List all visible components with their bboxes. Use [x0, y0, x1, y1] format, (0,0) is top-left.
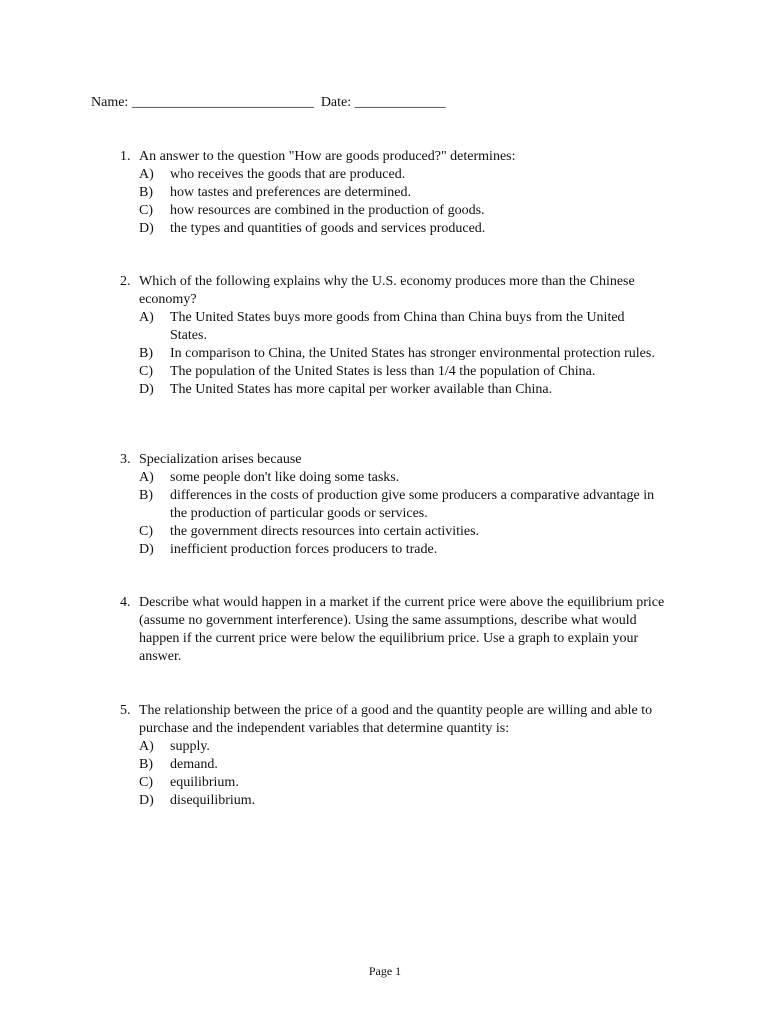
option-letter: C) — [139, 364, 153, 379]
answer-option — [139, 220, 680, 238]
option-text: differences in the costs of production give some producers a comparative advantage in the production of particular goods or services. — [170, 488, 655, 521]
answer-option — [139, 523, 680, 541]
question-text: Which of the following explains why the U.S. economy produces more than the Chinese economy? — [139, 274, 635, 307]
answer-option — [139, 774, 680, 792]
option-text: supply. — [170, 739, 210, 754]
option-text: how resources are combined in the production of goods. — [170, 203, 485, 218]
option-text: some people don't like doing some tasks. — [170, 470, 400, 485]
answer-option — [139, 487, 680, 523]
question-text: Specialization arises because — [139, 452, 302, 467]
option-letter: D) — [139, 221, 154, 236]
option-text: the government directs resources into certain activities. — [170, 524, 480, 539]
option-text: The United States has more capital per worker available than China. — [170, 382, 553, 397]
question-4 — [120, 594, 680, 666]
option-letter: A) — [139, 470, 154, 485]
option-letter: A) — [139, 167, 154, 182]
option-text: disequilibrium. — [170, 793, 256, 808]
question-2 — [120, 273, 680, 399]
option-text: how tastes and preferences are determined. — [170, 185, 411, 200]
question-number: 5. — [120, 703, 131, 718]
option-letter: B) — [139, 488, 153, 503]
answer-option — [139, 541, 680, 559]
option-text: demand. — [170, 757, 218, 772]
question-number: 4. — [120, 595, 131, 610]
answer-options — [139, 166, 680, 238]
option-text: who receives the goods that are produced. — [170, 167, 406, 182]
answer-option — [139, 792, 680, 810]
option-letter: B) — [139, 346, 153, 361]
option-text: The United States buys more goods from China than China buys from the United States. — [170, 310, 625, 343]
question-text: Describe what would happen in a market if the current price were above the equilibrium price (assume no government interference). Using the same assumptions, describe what would happen if the current price were below the equilibrium price. Use a graph to explain your answer. — [139, 595, 665, 664]
answer-options — [139, 469, 680, 559]
answer-option — [139, 469, 680, 487]
option-letter: A) — [139, 739, 154, 754]
option-letter: B) — [139, 757, 153, 772]
option-text: inefficient production forces producers to trade. — [170, 542, 438, 557]
option-letter: C) — [139, 203, 153, 218]
option-letter: A) — [139, 310, 154, 325]
option-letter: B) — [139, 185, 153, 200]
answer-option — [139, 166, 680, 184]
answer-options — [139, 309, 680, 399]
answer-option — [139, 345, 680, 363]
page-number: Page 1 — [368, 964, 402, 978]
option-letter: D) — [139, 793, 154, 808]
question-number: 3. — [120, 452, 131, 467]
question-number: 1. — [120, 149, 131, 164]
question-number: 2. — [120, 274, 131, 289]
option-letter: C) — [139, 524, 153, 539]
option-text: In comparison to China, the United States has stronger environmental protection rules. — [170, 346, 655, 361]
option-letter: C) — [139, 775, 153, 790]
option-letter: D) — [139, 542, 154, 557]
answer-option — [139, 202, 680, 220]
answer-option — [139, 381, 680, 399]
option-text: The population of the United States is less than 1/4 the population of China. — [170, 364, 596, 379]
option-text: equilibrium. — [170, 775, 239, 790]
name-date-line: Name: __________________________ Date: _____________ — [91, 95, 446, 110]
question-3 — [120, 451, 680, 559]
question-5 — [120, 702, 680, 810]
answer-option — [139, 309, 680, 345]
option-text: the types and quantities of goods and services produced. — [170, 221, 486, 236]
answer-option — [139, 738, 680, 756]
answer-option — [139, 363, 680, 381]
answer-option — [139, 184, 680, 202]
option-letter: D) — [139, 382, 154, 397]
question-1 — [120, 148, 680, 238]
answer-option — [139, 756, 680, 774]
question-text: An answer to the question "How are goods produced?" determines: — [139, 149, 516, 164]
answer-options — [139, 738, 680, 810]
question-text: The relationship between the price of a good and the quantity people are willing and able to purchase and the independent variables that determine quantity is: — [139, 703, 653, 736]
